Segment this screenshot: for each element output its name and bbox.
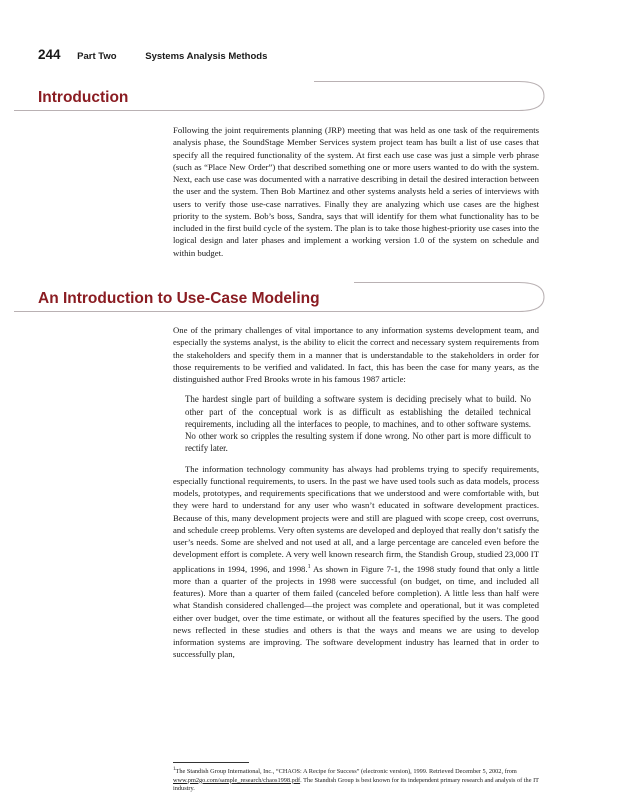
chapter-label: Systems Analysis Methods <box>145 51 268 62</box>
intro-body <box>173 124 539 259</box>
footnote-text: The Standish Group International, Inc., “CHAOS: A Recipe for Success” (electronic version), 1999. Retrieved December 5, 2002, from <box>175 768 517 776</box>
section-heading-use-case-modeling <box>14 281 550 315</box>
paragraph: Following the joint requirements planning (JRP) meeting that was held as one task of the requirements analysis phase, the SoundStage Member Services system project team has built a list of use cases that specify all the required functionality of the system. At first each use case was just a simple verb phrase (such as “Place New Order”) that described something one or more users wanted to do with the system. Next, each use case was documented with a narrative describing in detail the desired interaction between the user and the system. Then Bob Martinez and other systems analysts held a series of interviews with users to verify those use-case narratives. Finally they are analyzing which use cases are the highest priority to the system. Bob’s boss, Sandra, says that will identify for them what functionality has to be included in the first build cycle of the system. The plan is to take those highest-priority use cases into the logical design and later phases and implement a working version 1.0 of the system on schedule and within budget. <box>173 125 539 258</box>
footnote-rule <box>173 762 249 763</box>
use-case-body <box>173 324 539 661</box>
footnote-marker: 1 <box>173 767 176 772</box>
paragraph <box>173 463 539 661</box>
part-label: Part Two <box>77 51 117 62</box>
footnote-text: . The Standish Group is best known for its independent primary research and analysis of the IT industry. <box>173 776 539 793</box>
footnote-url[interactable]: www.pm2go.com/sample_research/chaos1998.pdf <box>173 776 301 784</box>
paragraph: One of the primary challenges of vital importance to any information systems development team, and especially the systems analyst, is the ability to elicit the correct and necessary system requirements from the stakeholders and specify them in a manner that is understandable to the stakeholders in order for those requirements to be verified and validated. In fact, this has been the case for many years, as the distinguished author Fred Brooks wrote in his famous 1987 article: <box>173 325 539 384</box>
running-head <box>38 47 267 62</box>
section-title: An Introduction to Use-Case Modeling <box>38 290 320 307</box>
block-quote: The hardest single part of building a software system is deciding precisely what to build. No other part of the conceptual work is as difficult as establishing the detailed technical requirements, including all the interfaces to people, to machines, and to other software systems. No other work so cripples the resulting system if done wrong. No other part is more difficult to rectify later. <box>185 394 531 454</box>
section-heading-introduction <box>14 80 550 114</box>
footnote <box>173 766 539 794</box>
paragraph-text: The information technology community has always had problems trying to specify requirements, especially functional requirements, to users. In the past we have used tools such as data models, process models, prototypes, and requirements specifications that we understood and were comfortable with, but they were hard to understand for any user who wasn’t educated in software development practices. Because of this, many development projects were and still are plagued with scope creep, cost overruns, and schedule creep problems. Very often systems are developed and deployed that really don’t satisfy the user’s needs. Some are shelved and not used at all, and a large percentage are canceled even before the development effort is complete. A very well known research firm, the Standish Group, studied 23,000 IT applications in 1994, 1996, and 1998. <box>173 463 539 574</box>
footnote-ref: 1 <box>307 563 311 570</box>
paragraph-text: As shown in Figure 7-1, the 1998 study found that only a little more than a quarter of the projects in 1998 were successful (on budget, on time, and included all features). More than a quarter of them failed (canceled before completion). A little less than half were what Standish considered challenged—the project was complete and operational, but it was completed either over budget, over the time estimate, or without all the features specified by the users. The good news reflected in these studies and others is that the ways and means we are using to develop information systems are improving. The software development industry has learned that in order to successfully plan, <box>173 563 540 660</box>
section-title: Introduction <box>38 89 129 106</box>
page-number: 244 <box>38 47 61 62</box>
